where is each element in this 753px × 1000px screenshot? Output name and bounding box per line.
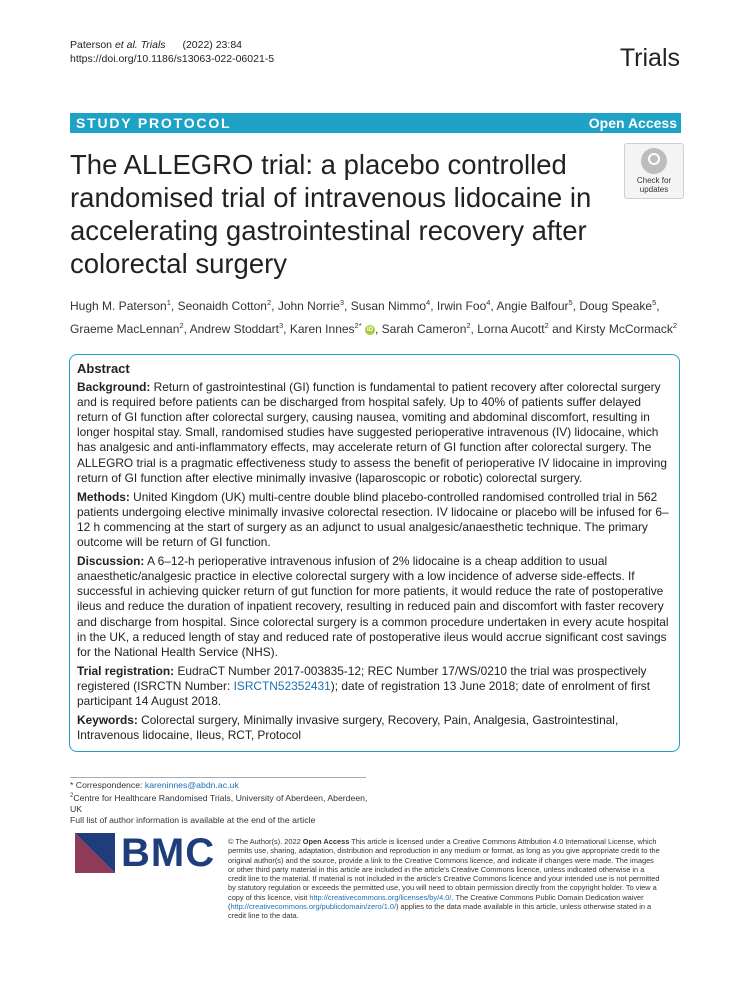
author [496,299,572,313]
article-type-banner [70,113,681,133]
author-list: Hugh M. Paterson$^1$, Seonaidh Cotton$^2$, John Norrie$^3$, Susan Nimmo$^4$, Irwin Foo$^4$, Angie Balfour$^5$, Doug Speake$^5$, Graeme MacLennan$^2$, Andrew Stoddart$^3$, Karen Innes$^{2*}$ iD , Sarah Cameron$^2$, Lorna Aucott$^2$ and Kirsty McCormack$^2$ [70,298,677,336]
running-header [70,38,274,66]
author-affiliation: 4 [486,298,491,307]
abstract-box [69,354,680,752]
author-affiliation: 3 [339,298,345,307]
author-name: Angie Balfour [496,299,569,313]
methods-text: United Kingdom (UK) multi-centre double blind placebo-controlled randomised controlled trial in 562 patients undergoing elective minimally invasive colorectal resection. IV lidocaine or placebo will be infused for 6–12 h commencing at the start of surgery as an adjunct to usual analgesic/anaesthetic technique. The primary outcome will be return of GI function. [77,489,669,550]
license-copyright: © The Author(s). 2022 [228,837,303,846]
author [70,322,184,336]
author-affiliation: 2 [179,321,184,330]
bmc-logo [75,833,220,873]
license-body-2: . The Creative Commons Public Domain Dedication waiver ( [228,892,644,912]
author [382,322,471,336]
author-affiliation: 2* [354,321,362,330]
background-text: Return of gastrointestinal (GI) function is fundamental to patient recovery after colorectal surgery and is required before patients can be discharged from hospital safely. Up to 40% of patients suffer delayed return of GI function after colorectal surgery, causing nausea, vomiting and abdominal discomfort, resulting in longer hospital stay. Small, randomised studies have suggested perioperative intravenous (IV) lidocaine, which has analgesic and anti-inflammatory effects, may accelerate return of GI function after colorectal surgery. The ALLEGRO trial is a pragmatic effectiveness study to assess the benefit of perioperative IV lidocaine in improving return of GI function after elective minimally invasive (laparoscopic or robotic) colorectal surgery. [77,380,667,485]
article-type: STUDY PROTOCOL [76,115,232,131]
open-access-label: Open Access [588,115,677,131]
affiliation-number: 2 [70,793,74,799]
author [70,299,171,313]
author [290,322,375,336]
cc-zero-link[interactable]: http://creativecommons.org/publicdomain/zero/1.0/ [230,902,397,912]
abstract-background [77,380,672,486]
abstract-methods [77,490,672,550]
discussion-label: Discussion: [77,554,145,569]
author-affiliation: 1 [166,298,171,307]
author [575,322,677,336]
author-name: John Norrie [277,299,340,313]
journal-short: Trials [140,39,166,51]
author-name: Lorna Aucott [477,322,545,336]
crossmark-icon [641,148,667,174]
correspondence-label: * Correspondence: [70,780,145,790]
check-updates-line1: Check for [636,176,672,185]
author-affiliation: 2 [466,321,471,330]
author-name: Seonaidh Cotton [177,299,267,313]
author [477,322,549,336]
doi-link[interactable]: https://doi.org/10.1186/s13063-022-06021-5 [70,53,275,65]
article-title: The ALLEGRO trial: a placebo controlled randomised trial of intravenous lidocaine in accelerating gastrointestinal recovery after colorectal surgery [70,149,592,279]
methods-label: Methods: [77,489,130,504]
author-name: Karen Innes [289,322,355,336]
author [278,299,344,313]
registration-pre: EudraCT Number 2017-003835-12; REC Number 17/WS/0210 the trial was prospectively registered (ISRCTN Number: [77,663,647,693]
registration-post: ); date of registration 13 June 2018; date of enrolment of first participant 14 August 2018. [77,678,651,708]
correspondence [70,780,370,791]
author-name: Graeme MacLennan [70,322,180,336]
citation-line [70,38,274,52]
orcid-icon[interactable]: iD [366,326,373,333]
author [351,299,431,313]
license-body-3: ) applies to the data made available in this article, unless otherwise stated in a credit line to the data. [228,902,652,921]
license-open-access: Open Access [302,837,350,846]
affiliation-text: Centre for Healthcare Randomised Trials, University of Aberdeen, Aberdeen, UK [70,792,368,814]
check-updates-line2: updates [639,185,669,194]
year-volume: (2022) 23:84 [182,39,242,51]
author-affiliation: 5 [568,298,573,307]
author-name: Susan Nimmo [350,299,427,313]
author-affiliation: 3 [278,321,284,330]
author-affiliation: 4 [426,298,431,307]
background-label: Background: [77,380,151,395]
author-name: Irwin Foo [436,299,487,313]
author-affiliation: 2 [544,321,549,330]
abstract-keywords [77,713,672,743]
author [178,299,272,313]
abstract-discussion [77,554,672,660]
correspondence-email[interactable]: kareninnes@abdn.ac.uk [144,780,239,790]
author-affiliation: 5 [652,298,657,307]
license-body-1: This article is licensed under a Creative Commons Attribution 4.0 International License, which permits use, sharing, adaptation, distribution and reproduction in any medium or format, as long as you give appropriate credit to the original author(s) and the source, provide a link to the Creative Commons licence, and indicate if changes were made. The images or other third party material in this article are included in the article's Creative Commons licence, unless indicated otherwise in a credit line to the material. If material is not included in the article's Creative Commons licence and your intended use is not permitted by statutory regulation or exceeds the permitted use, you will need to obtain permission directly from the copyright holder. To view a copy of this licence, visit [228,837,660,902]
journal-name: Trials [619,44,680,72]
author-affiliation: 2 [266,298,272,307]
keywords-label: Keywords: [77,713,138,728]
author [579,299,656,313]
footnote-divider [70,777,366,778]
author [190,322,284,336]
registration-label: Trial registration: [77,663,175,678]
license-text [228,837,660,921]
cc-by-link[interactable]: http://creativecommons.org/licenses/by/4.0/ [309,892,452,902]
isrctn-link[interactable]: ISRCTN52352431 [233,678,331,693]
abstract-registration [77,664,672,709]
author-name: Doug Speake [579,299,653,313]
et-al: et al. [114,39,138,51]
footnotes [70,780,370,826]
discussion-text: A 6–12-h perioperative intravenous infusion of 2% lidocaine is a cheap addition to usual anaesthetic/analgesic practice in elective colorectal surgery with a low incidence of adverse side-effects. If successful in achieving quicker return of gut function for more patients, it would reduce the rate of postoperative ileus and reduce the duration of inpatient recovery, resulting in reduced pain and discomfort with faster recovery and discharge from hospital. Since colorectal surgery is a common procedure undertaken in every acute hospital in the UK, a reduced length of stay and reduced rate of postoperative ileus would accrue significant cost savings for the National Health Service (NHS). [77,554,669,659]
bmc-logo-mark-icon [75,833,115,873]
check-for-updates-button[interactable] [624,143,684,199]
abstract-heading: Abstract [77,361,130,376]
full-list-note: Full list of author information is available at the end of the article [70,814,316,825]
author-line: Paterson [70,39,113,51]
author-name: Kirsty McCormack [575,322,673,336]
author [437,299,491,313]
affiliation-note [70,791,370,815]
author-name: Sarah Cameron [381,322,467,336]
keywords-text: Colorectal surgery, Minimally invasive surgery, Recovery, Pain, Analgesia, Gastrointestinal, Intravenous lidocaine, Ileus, RCT, Protocol [77,713,619,743]
author-name: Andrew Stoddart [189,322,279,336]
bmc-logo-text: BMC [121,831,216,875]
author-affiliation: 2 [672,321,677,330]
author-name: Hugh M. Paterson [70,299,167,313]
